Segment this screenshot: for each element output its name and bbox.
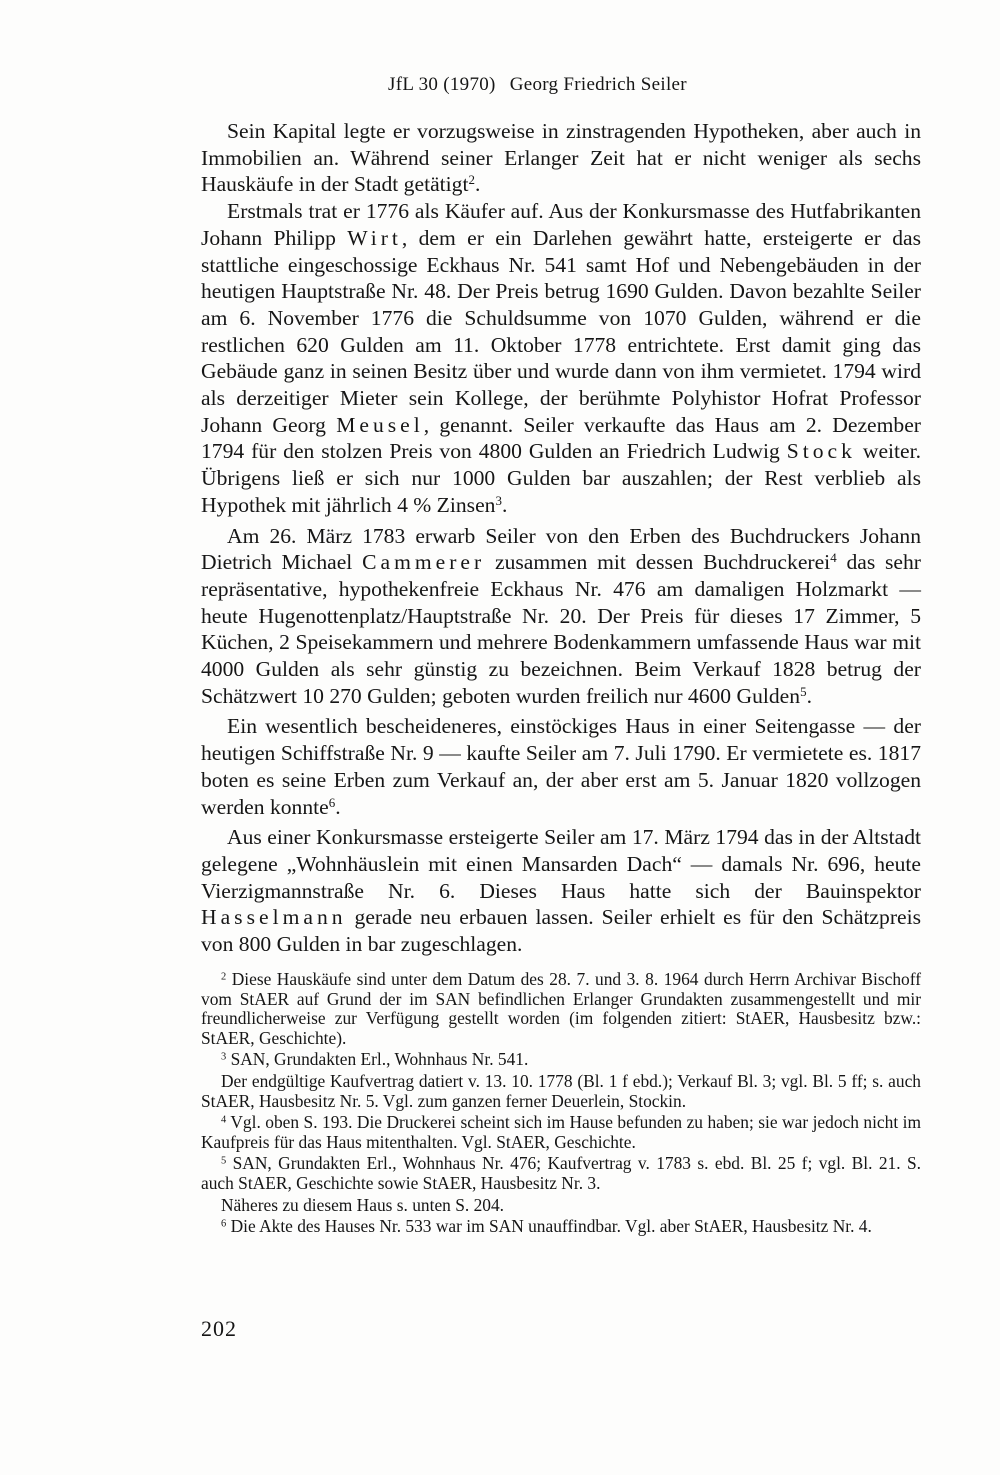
text-run: Erstmals trat er 1776 als Käufer auf. Aus der Konkursmasse des Hutfabrikanten Johann Philipp [201, 199, 921, 250]
article-author: Georg Friedrich Seiler [509, 74, 687, 95]
footnote [201, 1113, 921, 1152]
footnote-ref: 2 [468, 172, 475, 188]
text-run: Sein Kapital legte er vorzugsweise in zinstragenden Hypotheken, aber auch in Immobilien an. Während seiner Erlanger Zeit hat er nicht weniger als sechs Hauskäufe in der Stadt getätigt [201, 119, 921, 197]
text-run: Ein wesentlich bescheideneres, einstöckiges Haus in einer Seitengasse — der heutigen Schiffstraße Nr. 9 — kaufte Seiler am 7. Juli 1790. Er vermietete es. 1817 boten es seine Erben zum Verkauf an, der aber erst am 5. Januar 1820 vollzogen werden konnte [201, 714, 921, 819]
footnote [201, 1154, 921, 1193]
footnote-text: Der endgültige Kaufvertrag datiert v. 13. 10. 1778 (Bl. 1 f ebd.); Verkauf Bl. 3; vgl. Bl. 5 ff; s. auch StAER, Hausbesitz Nr. 5. Vgl. zum ganzen ferner Deuerlein, Stockin. [201, 1070, 921, 1111]
text-run: . [501, 492, 508, 517]
spaced-name: Wirt [347, 225, 402, 250]
text-run: Aus einer Konkursmasse ersteigerte Seiler am 17. März 1794 das in der Altstadt gelegene „Wohnhäuslein mit einen Mansarden Dach“ — damals Nr. 696, heute Vierzigmannstraße Nr. 6. Dieses Haus hatte sich der Bauinspektor [201, 825, 921, 903]
footnote-text: Die Akte des Hauses Nr. 533 war im SAN unauffindbar. Vgl. aber StAER, Hausbesitz Nr. 4. [226, 1216, 872, 1237]
text-run: , genannt. Seiler verkaufte das Haus am 2. Dezember 1794 für den stolzen Preis von 4800 Gulden an Friedrich Ludwig [201, 412, 921, 464]
footnote-text: Diese Hauskäufe sind unter dem Datum des 28. 7. und 3. 8. 1964 durch Herrn Archivar Bischoff vom StAER auf Grund der im SAN befindlichen Erlanger Grundakten zusammengestellt und mir freundlicherweise zur Verfügung gestellt worden (im folgenden zitiert: StAER, Hausbesitz bzw.: StAER, Geschichte). [201, 969, 921, 1048]
spaced-name: Cammerer [362, 550, 486, 575]
paragraph [201, 118, 921, 198]
footnote-text: SAN, Grundakten Erl., Wohnhaus Nr. 541. [226, 1049, 529, 1070]
spaced-name: Hasselmann [201, 905, 347, 930]
text-run: Am 26. März 1783 erwarb Seiler von den Erben des Buchdruckers Johann Dietrich Michael [201, 523, 921, 575]
text-run: das sehr repräsentative, hypothekenfreie Eckhaus Nr. 476 am damaligen Holzmarkt — heute Hugenottenplatz/Hauptstraße Nr. 20. Der Preis für dieses 17 Zimmer, 5 Küchen, 2 Speisekammern und mehrere Bodenkammern umfassende Haus war mit 4000 Gulden als sehr günstig zu bezeichnen. Beim Verkauf 1828 betrug der Schätzwert 10 270 Gulden; geboten wurden freilich nur 4600 Gulden [201, 550, 922, 708]
text-run: , dem er ein Darlehen gewährt hatte, ersteigerte er das stattliche eingeschossige Eckhaus Nr. 541 samt Hof und Nebengebäuden in der heutigen Hauptstraße Nr. 48. Der Preis betrug 1690 Gulden. Davon bezahlte Seiler am 6. November 1776 die Schuldsumme von 1070 Gulden, während er die restlichen 620 Gulden am 11. Oktober 1778 entrichtete. Erst damit ging das Gebäude ganz in seinen Besitz über und wurde dann von ihm vermietet. 1794 wird als derzeitiger Mieter sein Kollege, der berühmte Polyhistor Hofrat Professor Johann Georg [201, 225, 921, 437]
paragraph [201, 713, 921, 820]
paragraph [201, 824, 921, 958]
footnote-continuation [201, 1196, 921, 1216]
running-header [388, 74, 701, 96]
footnote [201, 1217, 921, 1237]
footnote-text: SAN, Grundakten Erl., Wohnhaus Nr. 476; Kaufvertrag v. 1783 s. ebd. Bl. 25 f; vgl. Bl. 21. S. auch StAER, Geschichte sowie StAER, Hausbesitz Nr. 3. [201, 1153, 921, 1193]
footnote-ref: 4 [830, 550, 837, 566]
text-run: gerade neu erbauen lassen. Seiler erhielt es für den Schätzpreis von 800 Gulden in bar zugeschlagen. [201, 905, 921, 957]
footnotes [201, 970, 921, 1239]
page-number: 202 [201, 1316, 237, 1341]
footnote-number: 3 [221, 1051, 227, 1063]
footnote-number: 5 [221, 1155, 227, 1167]
footnote-number: 2 [221, 971, 227, 983]
footnote [201, 970, 921, 1048]
spaced-name: Stock [786, 439, 856, 464]
text-run: . [474, 172, 481, 197]
footnote-number: 4 [221, 1114, 227, 1126]
footnote-number: 6 [221, 1218, 227, 1230]
main-text [201, 118, 921, 958]
footnote-text: Vgl. oben S. 193. Die Druckerei scheint sich im Hause befunden zu haben; sie war jedoch nicht im Kaufpreis für das Haus mitenthalten. Vgl. StAER, Geschichte. [201, 1112, 921, 1152]
journal-reference: JfL 30 (1970) [388, 74, 496, 95]
footnote-text: Näheres zu diesem Haus s. unten S. 204. [221, 1194, 505, 1215]
spaced-name: Meusel [336, 412, 424, 437]
paragraph [201, 523, 921, 710]
footnote-continuation [201, 1072, 921, 1111]
paragraph [201, 198, 921, 518]
text-run: . [806, 683, 812, 708]
footnote-ref: 3 [495, 492, 502, 508]
footnote-ref: 6 [328, 794, 336, 810]
text-run: . [335, 794, 341, 819]
text-run: zusammen mit dessen Buchdruckerei [485, 550, 831, 575]
footnote-ref: 5 [800, 683, 807, 699]
footnote [201, 1050, 921, 1070]
text-run: weiter. Übrigens ließ er sich nur 1000 Gulden bar auszahlen; der Rest verblieb als Hypothek mit jährlich 4 % Zinsen [201, 439, 922, 517]
